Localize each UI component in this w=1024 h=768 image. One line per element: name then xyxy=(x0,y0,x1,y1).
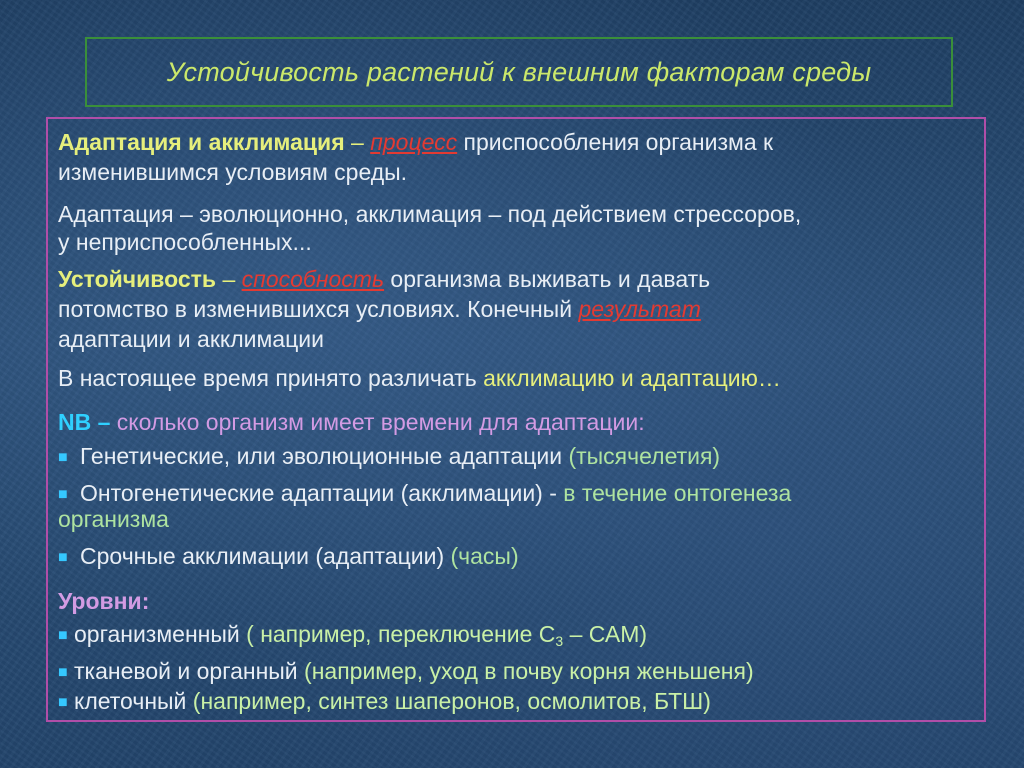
level-extra: (например, синтез шаперонов, осмолитов, БТШ) xyxy=(186,688,711,714)
square-bullet-icon: ■ xyxy=(58,449,68,467)
level-extra: (например, уход в почву корня женьшеня) xyxy=(297,658,754,684)
list-item-continuation xyxy=(58,506,169,533)
p2-line1-text: Адаптация – эволюционно, акклимация – под действием стрессоров, xyxy=(58,201,802,227)
level-main: тканевой и органный xyxy=(74,658,298,684)
item-main: Срочные акклимации (адаптации) xyxy=(80,543,451,569)
p2-line1 xyxy=(58,201,801,228)
p2-line2 xyxy=(58,229,312,256)
title-box xyxy=(85,37,953,107)
p1-rest2: изменившимся условиям среды. xyxy=(58,159,408,185)
level-extra-end: – САМ) xyxy=(563,621,648,647)
item-main: Онтогенетические адаптации (акклимации) - xyxy=(80,480,564,506)
list-item xyxy=(58,480,791,508)
p3-line1 xyxy=(58,266,710,293)
square-bullet-icon: ■ xyxy=(58,664,68,682)
level-subscript: 3 xyxy=(555,633,564,649)
p3-ability-link[interactable]: способность xyxy=(241,266,385,292)
p4-highlight: акклимацию и адаптацию… xyxy=(483,365,781,391)
list-item xyxy=(58,443,720,471)
p1-line1 xyxy=(58,129,773,156)
item-extra: в течение онтогенеза xyxy=(563,480,792,506)
p3-term: Устойчивость xyxy=(58,266,217,292)
p3-line2a: потомство в изменившихся условиях. Конечный xyxy=(58,296,579,322)
item-extra: (тысячелетия) xyxy=(568,443,721,469)
p1-rest1: приспособления организма к xyxy=(457,129,774,155)
p4-lead: В настоящее время принято различать xyxy=(58,365,484,391)
p3-line2 xyxy=(58,296,701,323)
item-main: Генетические, или эволюционные адаптации xyxy=(80,443,569,469)
square-bullet-icon: ■ xyxy=(58,627,68,645)
p3-line3-text: адаптации и акклимации xyxy=(58,326,324,352)
level-item xyxy=(58,688,711,716)
nb-line xyxy=(58,409,645,436)
p3-line3 xyxy=(58,326,324,353)
item-extra: (часы) xyxy=(450,543,519,569)
square-bullet-icon: ■ xyxy=(58,549,68,567)
p2-line2-text: у неприспособленных... xyxy=(58,229,312,255)
nb-text: сколько организм имеет времени для адаптации: xyxy=(110,409,645,435)
p3-rest1: организма выживать и давать xyxy=(384,266,711,292)
p4-line xyxy=(58,365,781,392)
p1-process-link[interactable]: процесс xyxy=(370,129,458,155)
level-extra: ( например, переключение С xyxy=(239,621,556,647)
square-bullet-icon: ■ xyxy=(58,694,68,712)
level-item xyxy=(58,621,647,655)
levels-title-line xyxy=(58,588,149,615)
p3-dash: – xyxy=(216,266,242,292)
level-main: клеточный xyxy=(74,688,187,714)
p3-result-link[interactable]: результат xyxy=(578,296,701,322)
p1-dash: – xyxy=(344,129,371,155)
p1-term: Адаптация и акклимация xyxy=(58,129,345,155)
content-box xyxy=(46,117,986,722)
nb-label: NB – xyxy=(58,409,111,435)
levels-title: Уровни: xyxy=(58,588,150,614)
square-bullet-icon: ■ xyxy=(58,486,68,504)
p1-line2 xyxy=(58,159,407,186)
item-extra2: организма xyxy=(58,506,169,532)
level-item xyxy=(58,658,754,686)
level-main: организменный xyxy=(74,621,240,647)
slide-title: Устойчивость растений к внешним факторам среды xyxy=(166,56,872,87)
list-item xyxy=(58,543,519,571)
